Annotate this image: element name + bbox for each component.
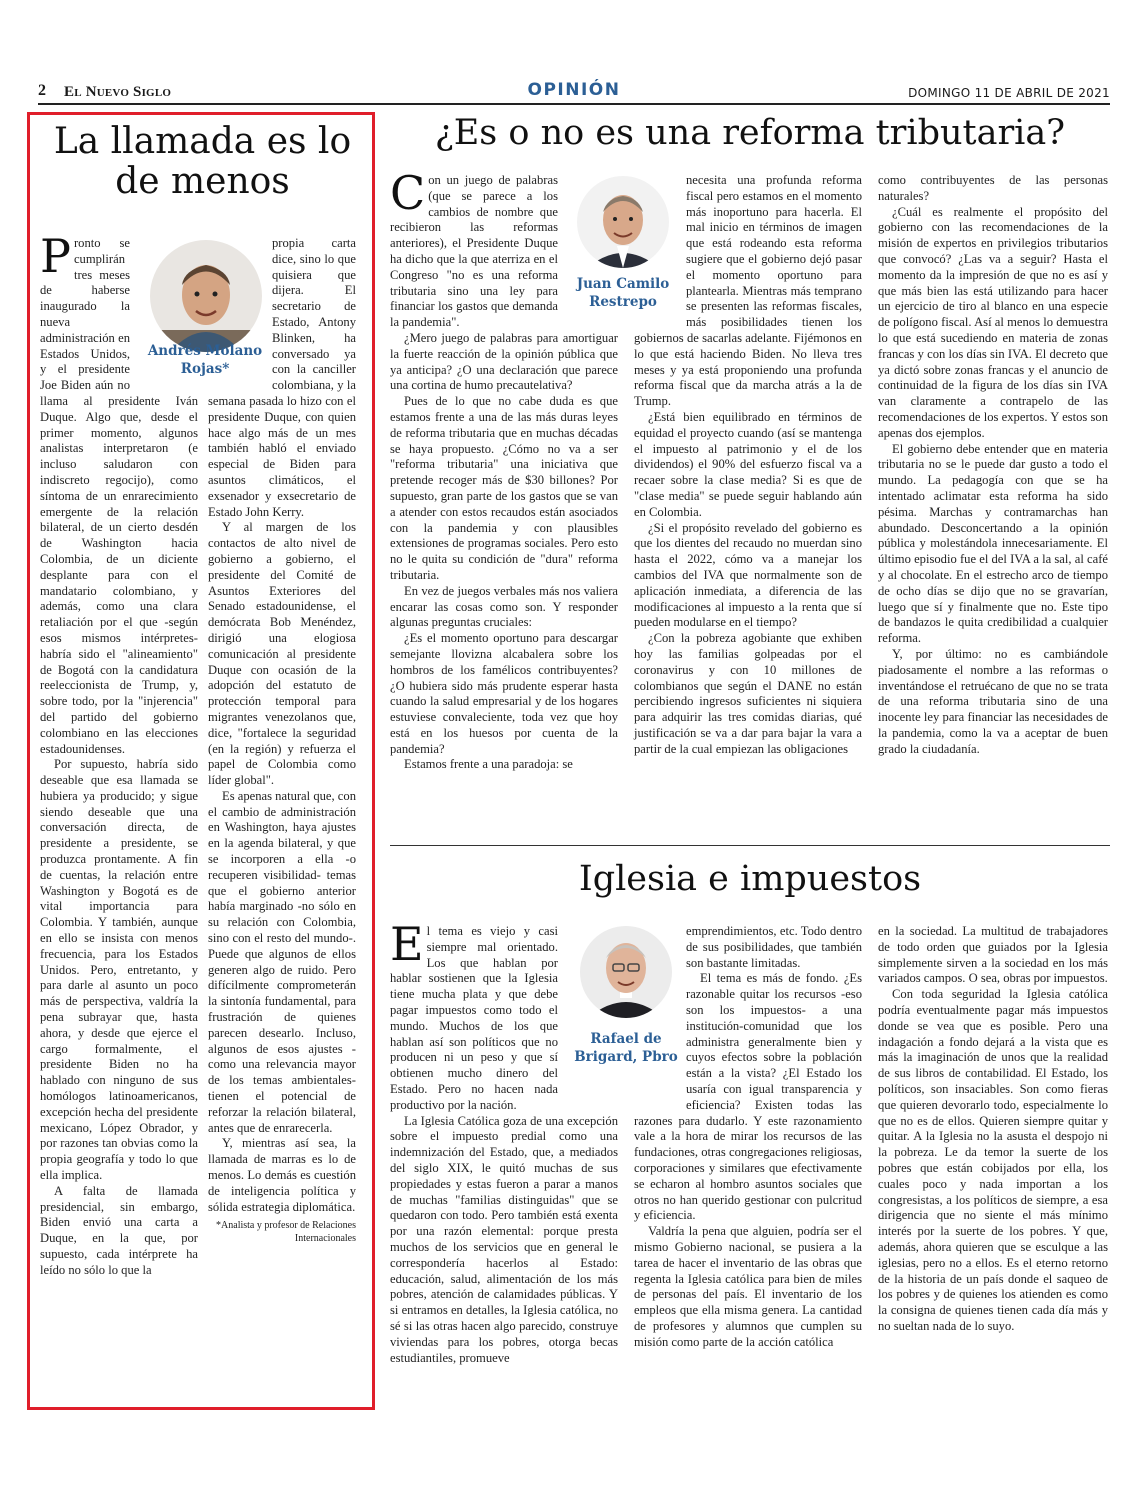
- article2-c1-p4: En vez de juegos verbales más nos valiera encarar las cosas como son. Y responder algunas preguntas cruciales:: [390, 583, 618, 630]
- header-rule: [38, 103, 1110, 105]
- article1-c2-p3: Es apenas natural que, con el cambio de administración en Washington, haya ajustes en la agenda bilateral, y que se incorporen a ella -o recuperen visibilidad- temas que el gobierno anterior había marginado -no sólo en su relación con Colombia, sino con el resto del mundo-. Puede que algunos de ellos generen algo de ruido. Pero difícilmente comprometerán la sintonía fundamental, para frustración de quienes parecen desearlo. Incluso, algunos de esos ajustes -como una relevancia mayor de los temas ambientales- tienen el potencial de reforzar la relación bilateral, antes que de enrarecerla.: [208, 788, 356, 1135]
- article2-c3-p3: El gobierno debe entender que en materia tributaria no se le puede dar gusto a todo el mundo. La pedagogía con que se ha intentado aclimatar esta reforma ha sido pésima. Marchas y contramarchas han abundado. Desconcertando a la opinión pública y molestándola innecesariamente. El último episodio fue el del IVA a la sal, al café y al chocolate. En el estrecho arco de tiempo de ocho días se dijo que no se gravarían, luego que sí y finalmente que no. Este tipo de bandazos le quita credibilidad a cualquier reforma.: [878, 441, 1108, 646]
- page-number: 2: [38, 82, 46, 99]
- article1-c1-p3: A falta de llamada presidencial, sin embargo, Biden envió una carta a Duque, en la que, por supuesto, cada intérprete ha leído no sólo lo que la: [40, 1183, 198, 1277]
- article2-c2-p3: ¿Si el propósito revelado del gobierno es que los dientes del recaudo no muerdan sino hasta el 2022, cómo va a manejar los cambios del IVA que normalmente son de aplicación inmediata, a diferencia de las modificaciones al impuesto a la renta que sí pueden modularse en el tiempo?: [634, 520, 862, 630]
- article1-title: La llamada es lo de menos: [53, 121, 352, 203]
- section-title: OPINIÓN: [527, 80, 621, 100]
- article2-c1-p5: ¿Es el momento oportuno para descargar semejante llovizna alcabalera sobre los hombros de los famélicos contribuyentes? ¿O hubiera sido más prudente esperar hasta cuando la salud empresarial y de los hogares estuviese convaleciente, toda vez que hoy está en los huesos por cuenta de la pandemia?: [390, 631, 618, 756]
- article3-column3: [878, 924, 1108, 1335]
- article2-c3-p4: Y, por último: no es cambiándole piadosamente el nombre a las reformas o inventándose el retruécano de que no se trata de una reforma tributaria sino de una inocente ley para financiar las necesidades de la pandemia, como la va a aceptar de buen grado la ciudadanía.: [878, 646, 1108, 756]
- article2-c1-p6: Estamos frente a una paradoja: se: [404, 757, 573, 772]
- article1-column2: [208, 236, 356, 1245]
- article2-column3: [878, 173, 1108, 757]
- article2-dropcap: C: [390, 166, 426, 220]
- article2-c2-p4: ¿Con la pobreza agobiante que exhiben hoy las familias golpeadas por el coronavirus y con 10 millones de colombianos que según el DANE no están percibiendo ingresos suficientes ni siquiera para adquirir las tres comidas diarias, qué justificación se va a dar para bajar la vara a partir de la cual empiezan las obligaciones: [634, 631, 862, 756]
- article1-column1: [40, 229, 198, 1279]
- article3-dropcap: E: [390, 917, 424, 971]
- article2-c3-p2: ¿Cuál es realmente el propósito del gobierno con las recomendaciones de la misión de expertos en privilegios tributarios que convocó? ¿Las va a seguir? Hasta el momento da la impresión de que no es así y que más bien las está utilizando para hacer un ejercicio de tiro al blanco en una especie de polígono fiscal. Así al menos lo demuestra lo que está sucediendo en materia de zonas francas y con los días sin IVA. El decreto que ya dictó sobre zonas francas y el anuncio de continuidad de la figura de los días sin IVA van claramente a contrapelo de las recomendaciones de los expertos. Y estos son apenas dos ejemplos.: [878, 204, 1108, 440]
- author2-byline: Juan Camilo Restrepo: [576, 276, 670, 310]
- article1-footnote: *Analista y profesor de Relaciones Internacionales: [216, 1220, 356, 1245]
- article3-c2-p3: Valdría la pena que alguien, podría ser el mismo Gobierno nacional, se pusiera a la tarea de hacer el inventario de las obras que regenta la Iglesia católica para bien de miles de personas del país. El inventario de los empleos que ella misma genera. La cantidad de profesores y alumnos que cumplen su misión como parte de la acción católica: [634, 1224, 862, 1349]
- author3-byline: Rafael de Brigard, Pbro: [574, 1031, 678, 1065]
- article2-c1-p1: on un juego de palabras (que se parece a los cambios de nombre que recibieron las reformas anteriores), el Presidente Duque ha dicho que la que aterriza en el Congreso "no es una reforma tributaria sino una ley para financiar los gastos que demanda la pandemia".: [390, 173, 558, 330]
- article3-c2-p1: emprendimientos, etc. Todo dentro de sus posibilidades, que también son bastante limitadas.: [686, 924, 862, 970]
- article3-c1-p1: l tema es viejo y casi siempre mal orientado. Los que hablan por hablar sostienen que la Iglesia tiene mucha plata y que debe pagar impuestos como todo el mundo. Muchos de los que hablan así son políticos que no producen ni un peso y que sí obtienen mucho dinero del Estado. Pero no hacen nada productivo por la nación.: [390, 924, 558, 1112]
- article1-c1-p2: Por supuesto, habría sido deseable que esa llamada se hubiera ya producido; y sigue siendo deseable que una conversación directa, de presidente a presidente, se produzca prontamente. A fin de cuentas, la relación entre Washington y Bogotá es de vital importancia para Colombia. Y también, aunque en ello se insista con menos frecuencia, para los Estados Unidos. Pero, entretanto, y para darle al asunto un poco más de perspectiva, valdría la pena subrayar que, hasta ahora, y desde que ejerce el cargo formalmente, el presidente Biden no ha hablado con ninguno de sus homólogos latinoamericanos, excepción hecha del presidente mexicano, López Obrador, y por razones tan obvias como la propia geografía y todo lo que ella implica.: [40, 757, 198, 1183]
- article2-c2-p1: necesita una profunda reforma fiscal pero estamos en el momento más inoportuno para hacerla. El mal inicio en términos de imagen que está rodeando esta reforma sugiere que el gobierno dejó pasar el momento oportuno para plantearla. Mientras más temprano se presenten las reformas fiscales, más posibilidades tienen los gobiernos de sacarlas adelante. Fijémonos en lo que está haciendo Biden. No lleva tres meses y ya está proponiendo una profunda reforma fiscal que da marcha atrás a la de Trump.: [634, 173, 862, 409]
- section-divider: [390, 845, 1110, 846]
- author1-byline: Andrés Molano Rojas*: [147, 343, 263, 377]
- article3-c2-p2: El tema es más de fondo. ¿Es razonable quitar los recursos -eso son los impuestos- a una institución-comunidad que los administra generalmente bien y cuyos efectos sobre la población están a la vista? ¿El Estado los usaría con igual transparencia y eficiencia? Existen todas las razones para dudarlo. Y este razonamiento vale a la hora de mirar los recursos de las fundaciones, otras congregaciones religiosas, corporaciones y similares que efectivamente se echaron al hombro asuntos sociales que otros no han querido gestionar con pulcritud y eficiencia.: [634, 971, 862, 1223]
- article2-c1-p2: ¿Mero juego de palabras para amortiguar la fuerte reacción de la opinión pública que ya anticipa? ¿O una declaración que parece una cortina de humo precautelativa?: [390, 330, 618, 393]
- article2-c3-p1: como contribuyentes de las personas naturales?: [878, 173, 1108, 203]
- article3-c3-p2: Con toda seguridad la Iglesia católica podría eventualmente pagar más impuestos donde se vea que es posible. Pero una indagación a fondo dejará a la vista que es más la imaginación de unos que la realidad de sus libros de contabilidad. El Estado, los políticos, son insaciables. Son como fieras que quieren devorarlo todo, especialmente lo que no es de ellos. Quieren siempre quitar y quitar. A la Iglesia no la asusta el despojo ni la pobreza. Le da temor la suerte de los pobres que están cobijados por ella, los cuales poco y nada importan a los congresistas, a los políticos de siempre, a esa dirigencia que no siente el más mínimo interés por la suerte de los pobres. Y que, además, ahora quieren que se esculque a las iglesias, pero no a ellos. Es el eterno retorno de la historia de un país donde el saqueo de los pobres y de quienes los atienden es como la consigna de quienes tienen cada día más y no sueltan nada de lo suyo.: [878, 987, 1108, 1333]
- article2-c1-p3: Pues de lo que no cabe duda es que estamos frente a una de las más duras leyes de reforma tributaria que en muchas décadas se haya propuesto. ¿Cómo no va a ser "reforma tributaria" una iniciativa que pretende recoger más de $30 billones? Por supuesto, gran parte de los gastos que se van a atender con estos recaudos están asociados con la pandemia y con plausibles extensiones de programas sociales. Pero esto no le quita su condición de "dura" reforma tributaria.: [390, 394, 618, 582]
- article3-title: Iglesia e impuestos: [578, 859, 922, 899]
- masthead: El Nuevo Siglo: [64, 84, 172, 100]
- article3-column2: [634, 924, 862, 1351]
- article2-column1: [390, 166, 618, 773]
- article3-c3-p1: en la sociedad. La multitud de trabajadores de todo orden que guiados por la Iglesia simplemente sirven a la sociedad en los más variados campos. O sea, obras por impuestos.: [878, 924, 1108, 986]
- article2-c2-p2: ¿Está bien equilibrado en términos de equidad el proyecto cuando (así se mantenga el impuesto al patrimonio y el de los dividendos) el 90% del esfuerzo fiscal va a recaer sobre la clase media? Si es que de "clase media" se puede seguir hablando aún en Colombia.: [634, 409, 862, 519]
- article1-dropcap: P: [40, 229, 71, 283]
- issue-date: DOMINGO 11 DE ABRIL DE 2021: [908, 86, 1110, 100]
- article3-column1: [390, 917, 618, 1366]
- article1-c2-p1: propia carta dice, sino lo que quisiera que dijera. El secretario de Estado, Antony Blinken, ha conversado ya con la canciller colombiana, y la semana pasada lo hizo con el presidente Duque, con quien hace algo más de un mes también habló el enviado especial de Biden para asuntos climáticos, el exsenador y exsecretario de Estado John Kerry.: [208, 236, 356, 519]
- article1-c1-p1: ronto se cumplirán tres meses de haberse inaugurado la nueva administración en Estados Unidos, y el presidente Joe Biden aún no llama al presidente Iván Duque. Algo que, desde el primer momento, algunos analistas interpretaron (e incluso saludaron con indiscreto regocijo), como síntoma de un enrarecimiento emergente de la relación bilateral, de un cierto desdén de Washington hacia Colombia, de un diciente desplante para con el mandatario colombiano, y además, como una clara retaliación por el que -según esos mismos intérpretes- habría sido el "alineamiento" de Bogotá con la candidatura reeleccionista de Trump, y, sobre todo, por la "injerencia" del partido del gobierno colombiano en las elecciones estadounidenses.: [40, 236, 198, 756]
- article1-c2-p2: Y al margen de los contactos de alto nivel de gobierno a gobierno, el presidente del Comité de Asuntos Exteriores del Senado estadounidense, el demócrata Bob Menéndez, dirigió una elogiosa comunicación al presidente Duque con ocasión de la adopción del estatuto de protección temporal para migrantes venezolanos que, dice, "fortalece la seguridad (en la región) y refuerza el papel de Colombia como líder global".: [208, 520, 356, 788]
- article3-c1-p2: La Iglesia Católica goza de una excepción sobre el impuesto predial como una indemnización del Estado, que, a mediados del siglo XIX, le quitó muchas de sus propiedades y estas fueron a parar a manos de muchas "familias distinguidas" que se quedaron con todo. Pero también está exenta por una razón elemental: porque presta muchos de los servicios que en general le correspondería hacerlos al Estado: educación, salud, alimentación de los más pobres, atención de calamidades públicas. Y si entramos en detalles, la Iglesia católica, no sé si las otras hacen algo parecido, construye viviendas para los pobres, otorga becas estudiantiles, promueve: [390, 1113, 618, 1365]
- article2-title: ¿Es o no es una reforma tributaria?: [434, 113, 1066, 153]
- article1-c2-p4: Y, mientras así sea, la llamada de marras es lo de menos. Lo demás es cuestión de inteligencia política y sólida estrategia diplomática.: [208, 1136, 356, 1214]
- article2-column2: [634, 173, 862, 757]
